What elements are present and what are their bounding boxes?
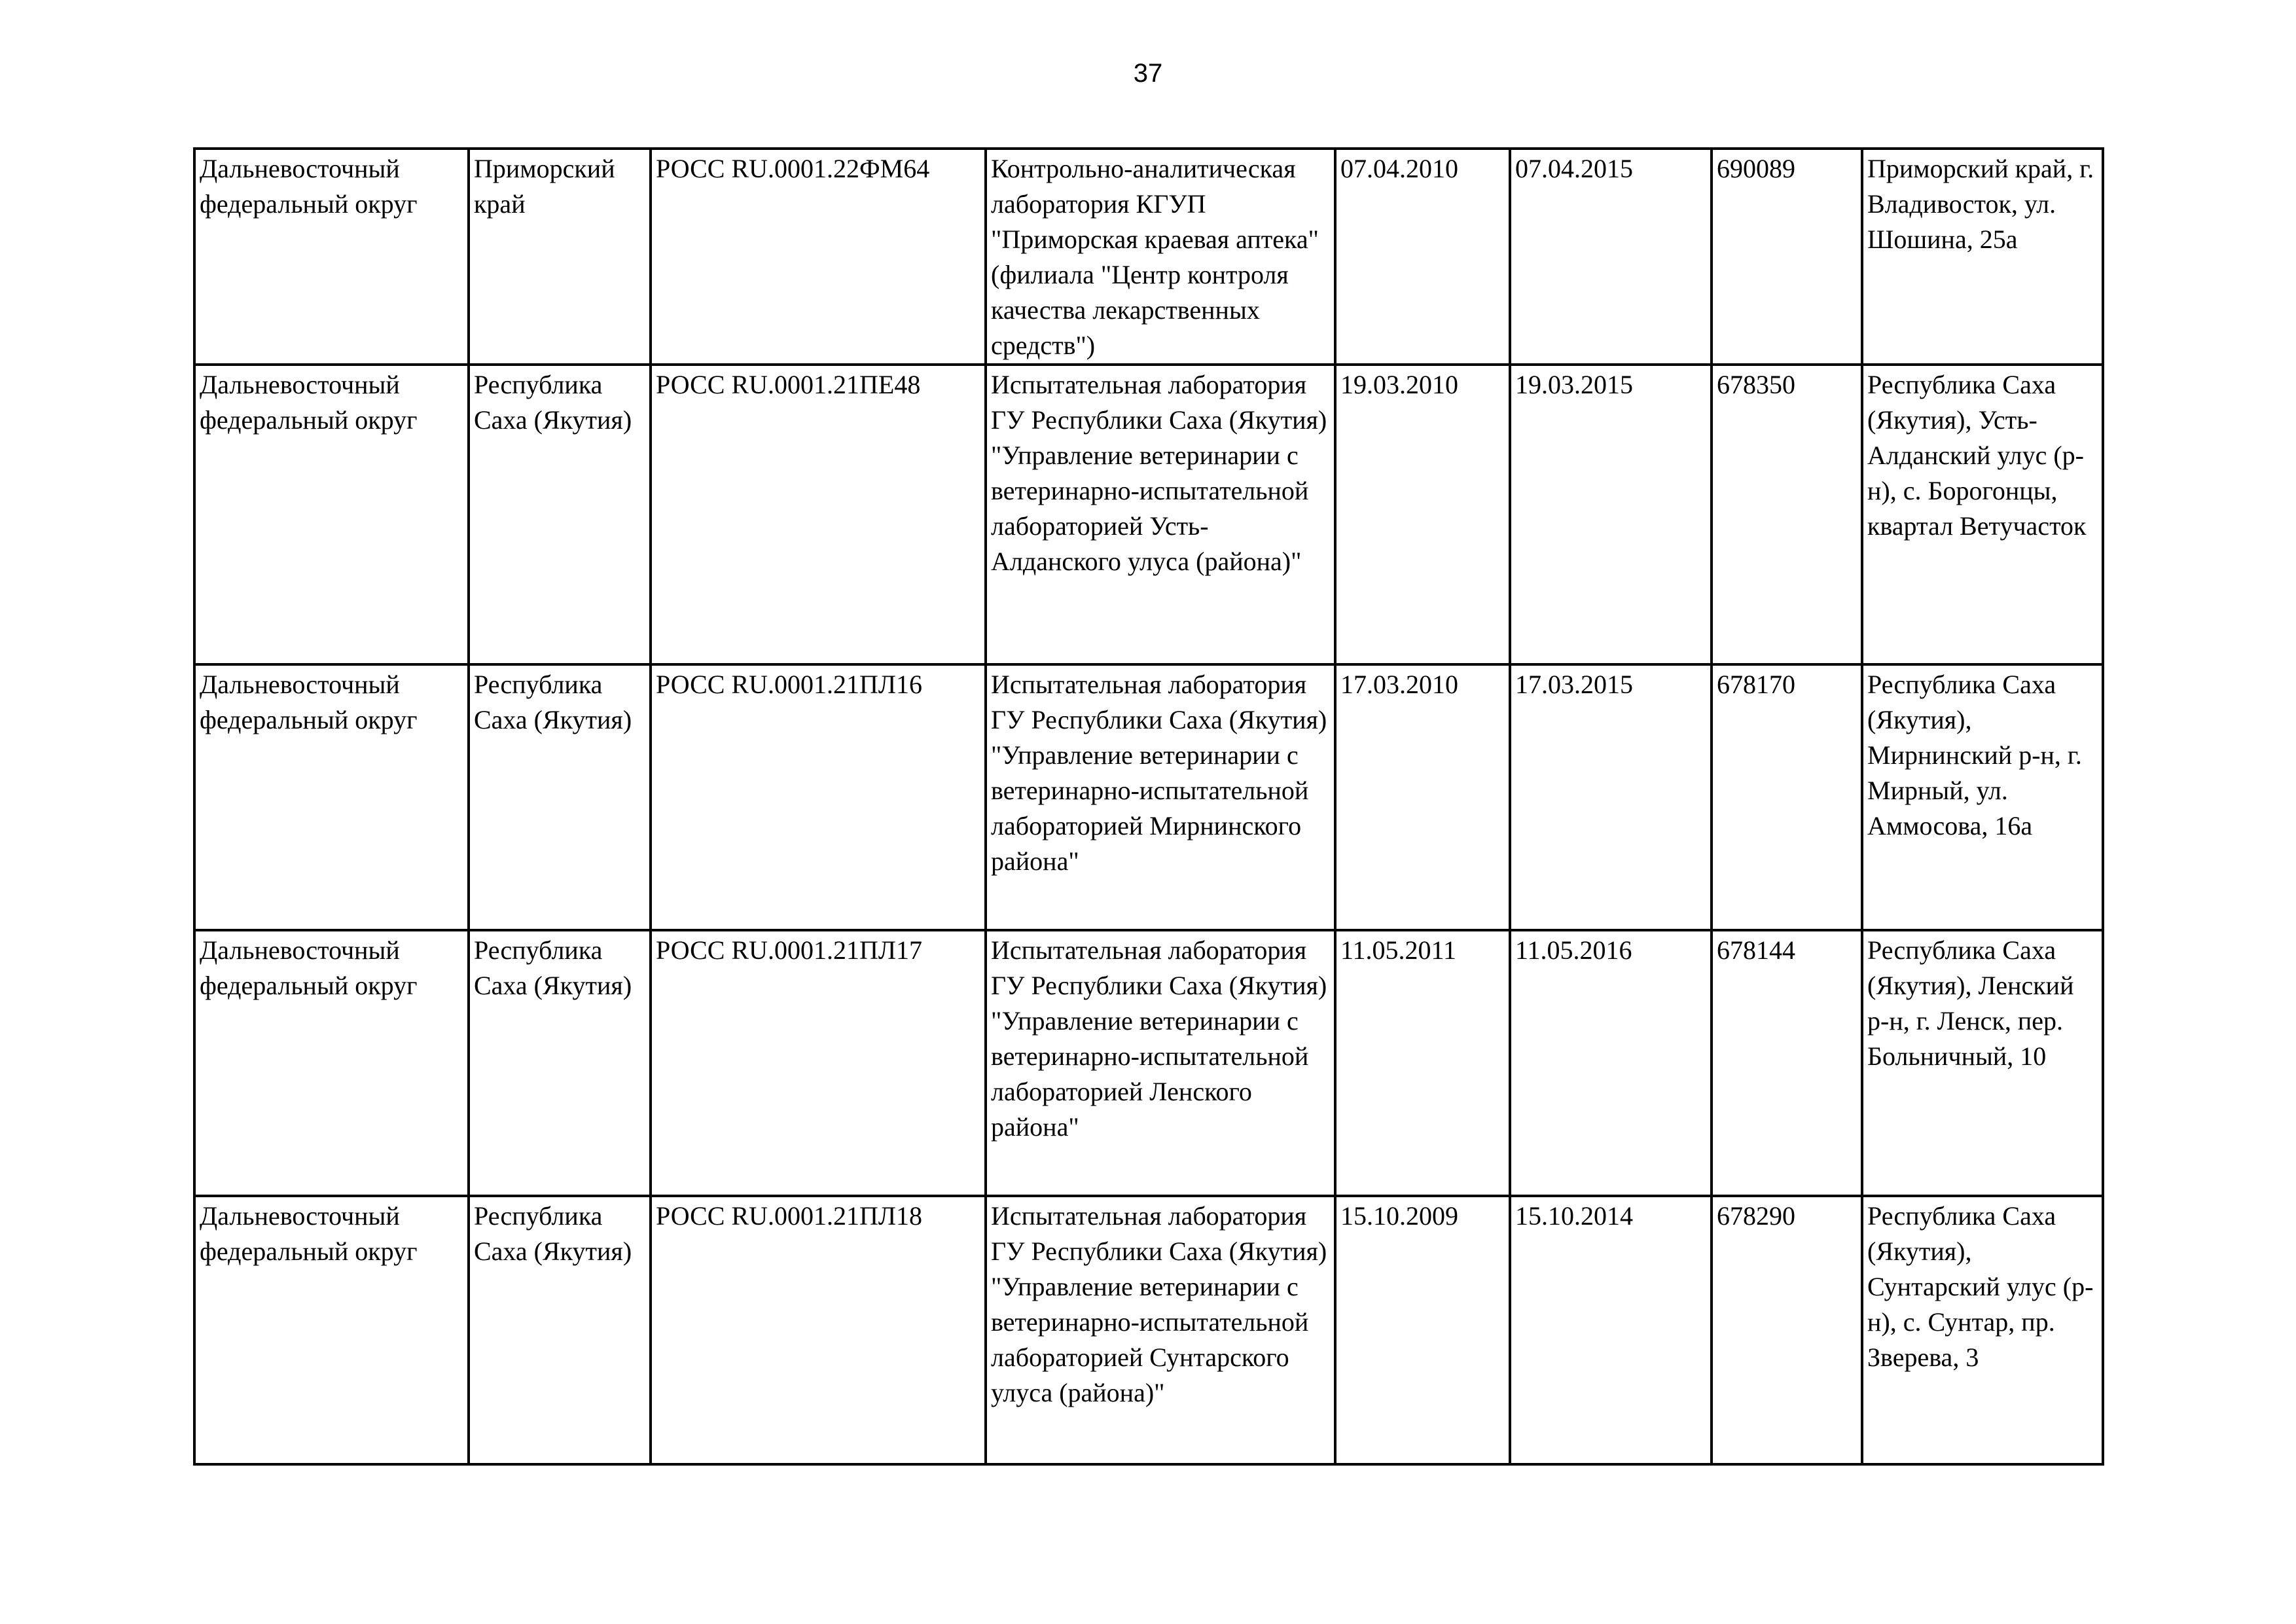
region-cell: Республика Саха (Якутия): [469, 1196, 651, 1464]
postcode-cell: 690089: [1712, 149, 1862, 365]
registration-number-cell: РОСС RU.0001.21ПЛ16: [651, 664, 986, 930]
registration-number-cell: РОСС RU.0001.21ПЕ48: [651, 365, 986, 664]
laboratory-registry-table: [193, 147, 2104, 1466]
date-from-cell: 11.05.2011: [1335, 930, 1510, 1196]
table-row: [194, 930, 2103, 1196]
date-to-cell: 11.05.2016: [1510, 930, 1712, 1196]
table-row: [194, 365, 2103, 664]
table-row: [194, 1196, 2103, 1464]
laboratory-name-cell: Испытательная лаборатория ГУ Республики Саха (Якутия) "Управление ветеринарии с ветеринарно-испытательной лабораторией Ленского района": [986, 930, 1335, 1196]
registration-number-cell: РОСС RU.0001.21ПЛ17: [651, 930, 986, 1196]
district-cell: Дальневосточный федеральный округ: [194, 930, 469, 1196]
region-cell: Республика Саха (Якутия): [469, 930, 651, 1196]
date-to-cell: 17.03.2015: [1510, 664, 1712, 930]
date-to-cell: 07.04.2015: [1510, 149, 1712, 365]
date-from-cell: 07.04.2010: [1335, 149, 1510, 365]
postcode-cell: 678350: [1712, 365, 1862, 664]
district-cell: Дальневосточный федеральный округ: [194, 664, 469, 930]
date-to-cell: 19.03.2015: [1510, 365, 1712, 664]
date-from-cell: 15.10.2009: [1335, 1196, 1510, 1464]
postcode-cell: 678144: [1712, 930, 1862, 1196]
district-cell: Дальневосточный федеральный округ: [194, 1196, 469, 1464]
laboratory-name-cell: Испытательная лаборатория ГУ Республики Саха (Якутия) "Управление ветеринарии с ветеринарно-испытательной лабораторией Мирнинского района": [986, 664, 1335, 930]
table-row: [194, 664, 2103, 930]
postcode-cell: 678170: [1712, 664, 1862, 930]
date-from-cell: 17.03.2010: [1335, 664, 1510, 930]
date-from-cell: 19.03.2010: [1335, 365, 1510, 664]
date-to-cell: 15.10.2014: [1510, 1196, 1712, 1464]
address-cell: Республика Саха (Якутия), Ленский р-н, г. Ленск, пер. Больничный, 10: [1862, 930, 2103, 1196]
laboratory-name-cell: Контрольно-аналитическая лаборатория КГУП "Приморская краевая аптека" (филиала "Центр контроля качества лекарственных средств"): [986, 149, 1335, 365]
postcode-cell: 678290: [1712, 1196, 1862, 1464]
region-cell: Республика Саха (Якутия): [469, 664, 651, 930]
address-cell: Республика Саха (Якутия), Усть-Алданский улус (р-н), с. Борогонцы, квартал Ветучасток: [1862, 365, 2103, 664]
table-row: [194, 149, 2103, 365]
address-cell: Республика Саха (Якутия), Мирнинский р-н, г. Мирный, ул. Аммосова, 16а: [1862, 664, 2103, 930]
laboratory-name-cell: Испытательная лаборатория ГУ Республики Саха (Якутия) "Управление ветеринарии с ветеринарно-испытательной лабораторией Усть-Алданского улуса (района)": [986, 365, 1335, 664]
address-cell: Республика Саха (Якутия), Сунтарский улус (р-н), с. Сунтар, пр. Зверева, 3: [1862, 1196, 2103, 1464]
registration-number-cell: РОСС RU.0001.22ФМ64: [651, 149, 986, 365]
laboratory-name-cell: Испытательная лаборатория ГУ Республики Саха (Якутия) "Управление ветеринарии с ветеринарно-испытательной лабораторией Сунтарского улуса (района)": [986, 1196, 1335, 1464]
page-number: 37: [1133, 59, 1163, 88]
registration-number-cell: РОСС RU.0001.21ПЛ18: [651, 1196, 986, 1464]
district-cell: Дальневосточный федеральный округ: [194, 365, 469, 664]
district-cell: Дальневосточный федеральный округ: [194, 149, 469, 365]
address-cell: Приморский край, г. Владивосток, ул. Шошина, 25а: [1862, 149, 2103, 365]
region-cell: Республика Саха (Якутия): [469, 365, 651, 664]
region-cell: Приморский край: [469, 149, 651, 365]
